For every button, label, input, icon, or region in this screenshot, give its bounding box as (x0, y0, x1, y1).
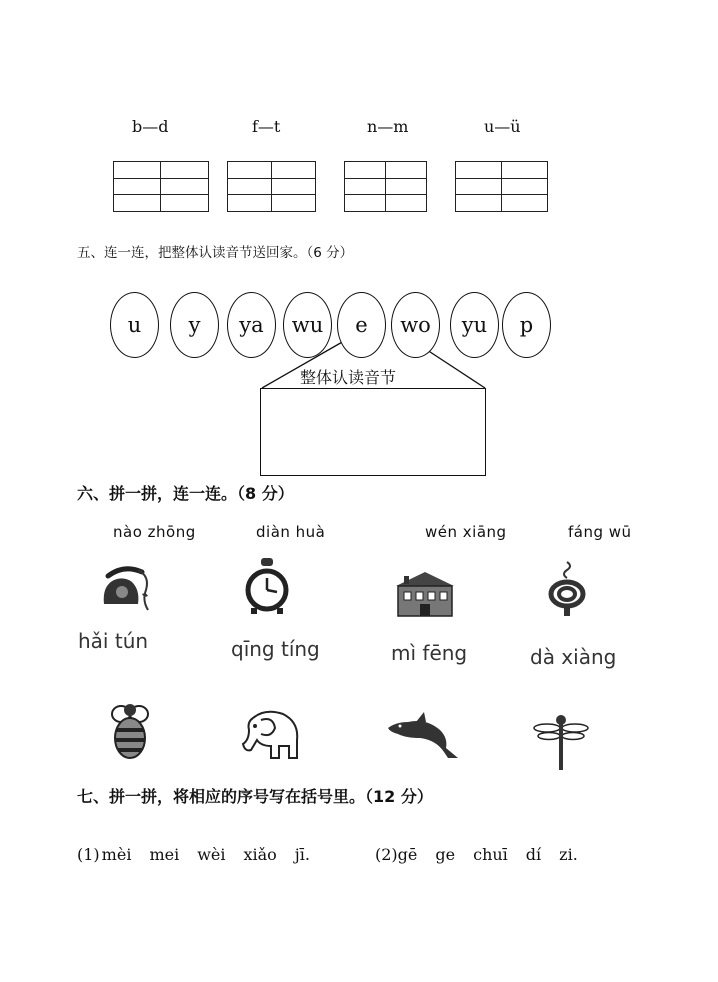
item-number: (1) (77, 845, 100, 864)
syllable-text: wo (400, 313, 431, 337)
syllable-text: yu (461, 313, 488, 337)
pinyin-syllable: wèi (197, 845, 226, 864)
section-6-title: 六、拼一拼，连一连。（8 分） (77, 484, 294, 503)
letter-pair-bd: b—d (132, 117, 169, 136)
pinyin-word: wén xiāng (425, 523, 507, 541)
syllable-oval[interactable] (283, 292, 332, 358)
pinyin-word: dà xiàng (530, 645, 617, 669)
alarm-clock-icon[interactable] (241, 556, 293, 616)
letter-pair-ft: f—t (252, 117, 281, 136)
syllable-text: y (188, 313, 201, 337)
syllable-oval[interactable] (502, 292, 551, 358)
pinyin-syllable: mèi (101, 845, 132, 864)
syllable-oval[interactable] (391, 292, 440, 358)
pinyin-syllable: xiǎo (243, 845, 277, 864)
mosquito-coil-icon[interactable] (545, 558, 589, 618)
syllable-oval[interactable] (450, 292, 499, 358)
syllable-text: e (355, 313, 368, 337)
pinyin-syllable: zi. (559, 845, 578, 864)
syllable-oval[interactable] (337, 292, 386, 358)
house-label: 整体认读音节 (300, 368, 397, 387)
pinyin-word: nào zhōng (113, 523, 196, 541)
pinyin-word: diàn huà (256, 523, 326, 541)
syllable-oval[interactable] (170, 292, 219, 358)
letter-pair-nm: n—m (367, 117, 409, 136)
syllable-text: p (519, 313, 534, 337)
section-7-title: 七、拼一拼，将相应的序号写在括号里。（12 分） (77, 787, 433, 806)
pinyin-syllable: gē (397, 845, 418, 864)
pinyin-word: hǎi tún (78, 629, 149, 653)
question-item-2 (375, 845, 596, 864)
telephone-icon[interactable] (98, 560, 156, 616)
pinyin-syllable: ge (435, 845, 456, 864)
syllable-text: wu (291, 313, 324, 337)
pinyin-syllable: dí (525, 845, 542, 864)
item-number: (2) (375, 845, 398, 864)
dragonfly-icon[interactable] (532, 712, 590, 772)
question-item-1 (77, 845, 328, 864)
syllable-oval[interactable] (110, 292, 159, 358)
pinyin-word: qīng tíng (231, 637, 320, 661)
dolphin-icon[interactable] (386, 708, 464, 766)
pinyin-syllable: mei (149, 845, 180, 864)
house-icon[interactable] (392, 568, 458, 618)
pinyin-word: mì fēng (391, 641, 468, 665)
letter-pair-uv: u—ü (484, 117, 521, 136)
section-5-title: 五、连一连，把整体认读音节送回家。（6 分） (77, 245, 354, 261)
pinyin-word: fáng wū (568, 523, 632, 541)
syllable-text: ya (239, 313, 264, 337)
pinyin-syllable: chuī (473, 845, 508, 864)
elephant-icon[interactable] (235, 706, 303, 762)
syllable-oval[interactable] (227, 292, 276, 358)
pinyin-syllable: jī. (294, 845, 310, 864)
bee-icon[interactable] (103, 700, 157, 762)
syllable-text: u (127, 313, 142, 337)
house-box[interactable] (260, 388, 486, 476)
